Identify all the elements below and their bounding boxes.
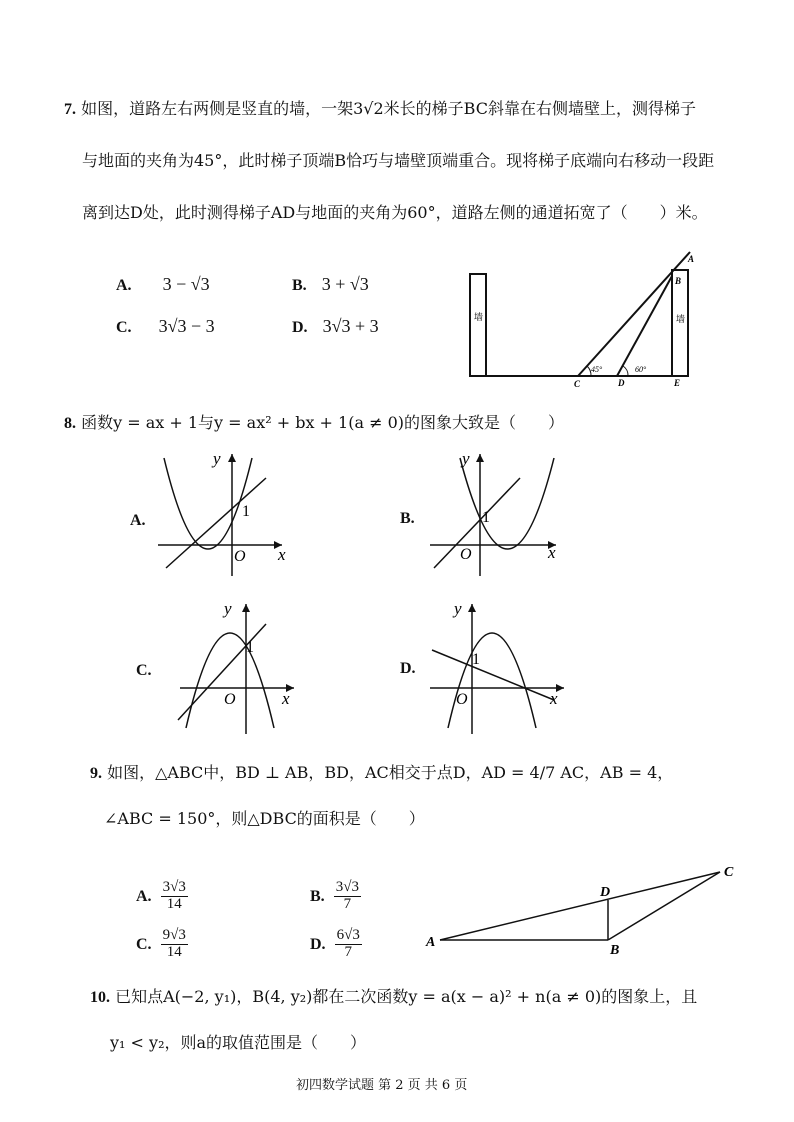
origin-label: O: [456, 691, 468, 708]
parabola: [164, 458, 252, 549]
q7-text-1: 如图，道路左右两侧是竖直的墙，一架3√2米长的梯子BC斜靠在右侧墙壁上，测得梯子: [81, 99, 696, 118]
q7-option-d[interactable]: D. 3√3 + 3: [292, 316, 379, 336]
q8-graph-d[interactable]: [424, 600, 570, 740]
ladder-ad: [578, 252, 690, 376]
q9-number: 9.: [90, 765, 102, 782]
q9-option-d[interactable]: D. $\frac{6√3}{7}$: [310, 927, 360, 960]
q8-option-b-label[interactable]: B.: [400, 510, 415, 527]
label-e: E: [674, 378, 681, 388]
q7-option-c[interactable]: C. 3√3 − 3: [116, 316, 215, 336]
angle-60-arc: [623, 366, 628, 376]
line: [432, 650, 554, 700]
q8-option-d-label[interactable]: D.: [400, 660, 416, 677]
line: [166, 478, 266, 568]
q8-graph-b[interactable]: [424, 450, 564, 580]
q7-line1: [64, 96, 696, 119]
intercept-label: 1: [472, 651, 480, 668]
angle-60-label: 60°: [635, 365, 647, 374]
q9-figure: [420, 858, 750, 958]
x-label: x: [548, 543, 556, 562]
parabola: [448, 633, 536, 728]
label-b: B: [610, 943, 620, 958]
page-footer: 初四数学试题 第 2 页 共 6 页: [296, 1078, 468, 1093]
label-a: A: [426, 935, 436, 950]
q8-stem: 函数y = ax + 1与y = ax² + bx + 1(a ≠ 0)的图象大致是（ ）: [81, 413, 565, 432]
q9-option-b[interactable]: B. $\frac{3√3}{7}$: [310, 879, 359, 912]
q8-number: 8.: [64, 415, 76, 432]
q9-option-c[interactable]: C. $\frac{9√3}{14}$: [136, 927, 186, 960]
label-d: D: [600, 885, 611, 900]
q7-line3: 离到达D处，此时测得梯子AD与地面的夹角为60°，道路左侧的通道拓宽了（ ）米。: [82, 203, 708, 222]
q7-option-a[interactable]: A. 3 − √3: [116, 274, 210, 294]
q10-number: 10.: [90, 989, 110, 1006]
q9-line2: ∠ABC = 150°，则△DBC的面积是（ ）: [104, 809, 425, 828]
q10-line2: y₁ < y₂，则a的取值范围是（ ）: [110, 1033, 367, 1052]
y-label: y: [224, 600, 232, 618]
parabola: [186, 633, 274, 728]
q8-option-c-label[interactable]: C.: [136, 662, 152, 679]
label-c: C: [724, 865, 734, 880]
y-arrow-icon: [476, 454, 484, 462]
parabola: [460, 458, 554, 549]
intercept-label: 1: [242, 503, 250, 520]
y-arrow-icon: [468, 604, 476, 612]
y-label: y: [454, 600, 462, 618]
left-wall-label: 墙: [474, 312, 484, 322]
q9-text-1: 如图，△ABC中，BD ⊥ AB，BD，AC相交于点D，AD = 4/7 AC，AB = 4，: [107, 763, 674, 782]
origin-label: O: [460, 546, 472, 563]
y-arrow-icon: [228, 454, 236, 462]
label-c: C: [574, 379, 581, 389]
q10-line1: [90, 984, 697, 1007]
right-wall-label: 墙: [676, 314, 686, 324]
q8-graph-a[interactable]: [150, 450, 290, 580]
line: [434, 478, 520, 568]
left-wall: [470, 274, 486, 376]
q8-option-a-label[interactable]: A.: [130, 512, 146, 529]
label-d: D: [618, 378, 625, 388]
q7-figure: [460, 250, 700, 390]
q9-line1: [90, 760, 673, 783]
q8-line: [64, 410, 564, 433]
segment-ac: [440, 872, 720, 940]
origin-label: O: [224, 691, 236, 708]
ladder-bc: [617, 276, 672, 376]
q9-option-a[interactable]: A. $\frac{3√3}{14}$: [136, 879, 186, 912]
label-a: A: [688, 254, 695, 264]
label-b: B: [675, 276, 682, 286]
q10-text-1: 已知点A(−2, y₁)，B(4, y₂)都在二次函数y = a(x − a)² + n(a ≠ 0)的图象上，且: [115, 987, 698, 1006]
q7-option-b[interactable]: B. 3 + √3: [292, 274, 369, 294]
y-label: y: [462, 450, 470, 468]
intercept-label: 1: [482, 509, 490, 526]
q7-number: 7.: [64, 101, 76, 118]
origin-label: O: [234, 548, 246, 565]
x-label: x: [278, 545, 286, 564]
segment-bc: [608, 872, 720, 940]
angle-45-label: 45°: [591, 365, 603, 374]
x-label: x: [550, 689, 558, 708]
q7-line2: 与地面的夹角为45°，此时梯子顶端B恰巧与墙壁顶端重合。现将梯子底端向右移动一段距: [82, 151, 715, 170]
y-label: y: [213, 450, 221, 468]
q8-graph-c[interactable]: [170, 600, 300, 740]
intercept-label: 1: [246, 639, 254, 656]
x-label: x: [282, 689, 290, 708]
y-arrow-icon: [242, 604, 250, 612]
